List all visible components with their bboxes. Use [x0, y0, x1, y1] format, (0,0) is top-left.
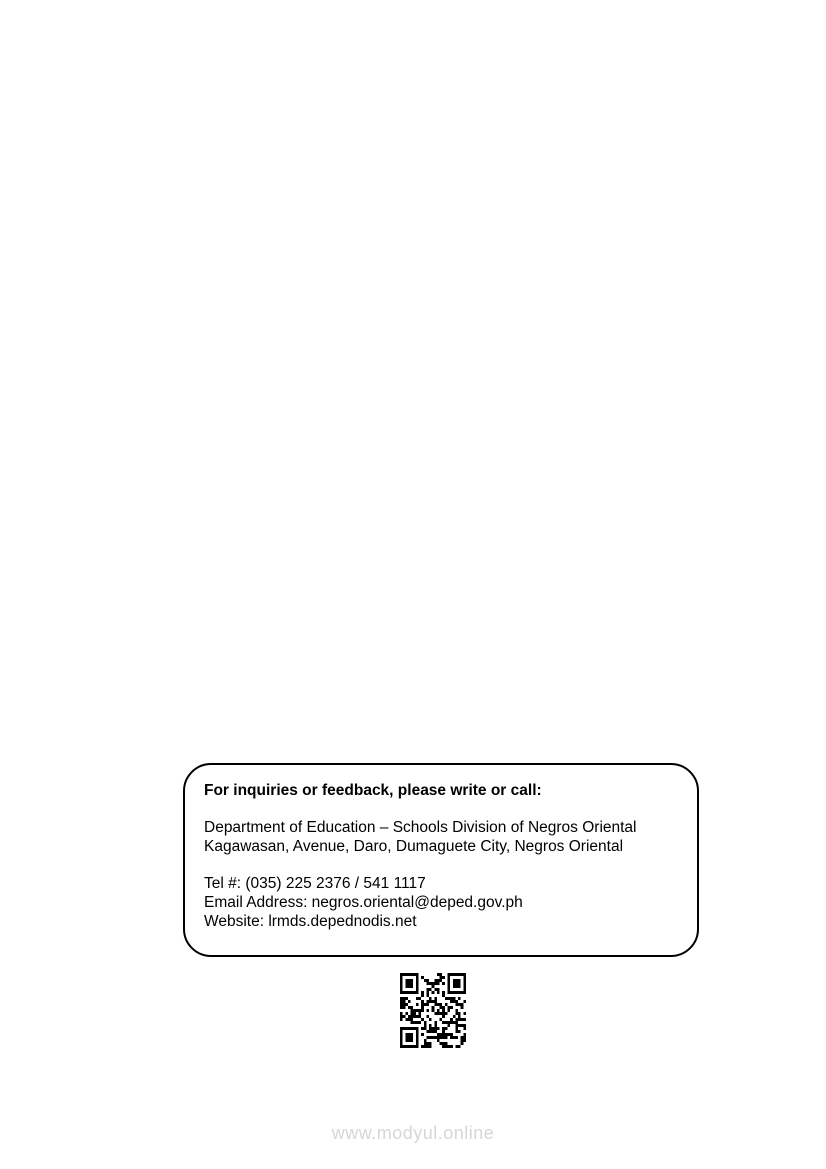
- address-line-street: Kagawasan, Avenue, Daro, Dumaguete City, Negros Oriental: [204, 838, 624, 855]
- address-line-organization: Department of Education – Schools Division of Negros Oriental: [204, 819, 637, 836]
- telephone-line: Tel #: (035) 225 2376 / 541 1117: [204, 875, 426, 892]
- qr-code-icon: [400, 973, 466, 1048]
- email-line: Email Address: negros.oriental@deped.gov.ph: [204, 894, 523, 911]
- watermark: www.modyul.online: [331, 1123, 495, 1143]
- contact-box-heading: For inquiries or feedback, please write or call:: [204, 782, 542, 799]
- website-line: Website: lrmds.depednodis.net: [204, 913, 417, 930]
- contact-info-box: [183, 763, 699, 957]
